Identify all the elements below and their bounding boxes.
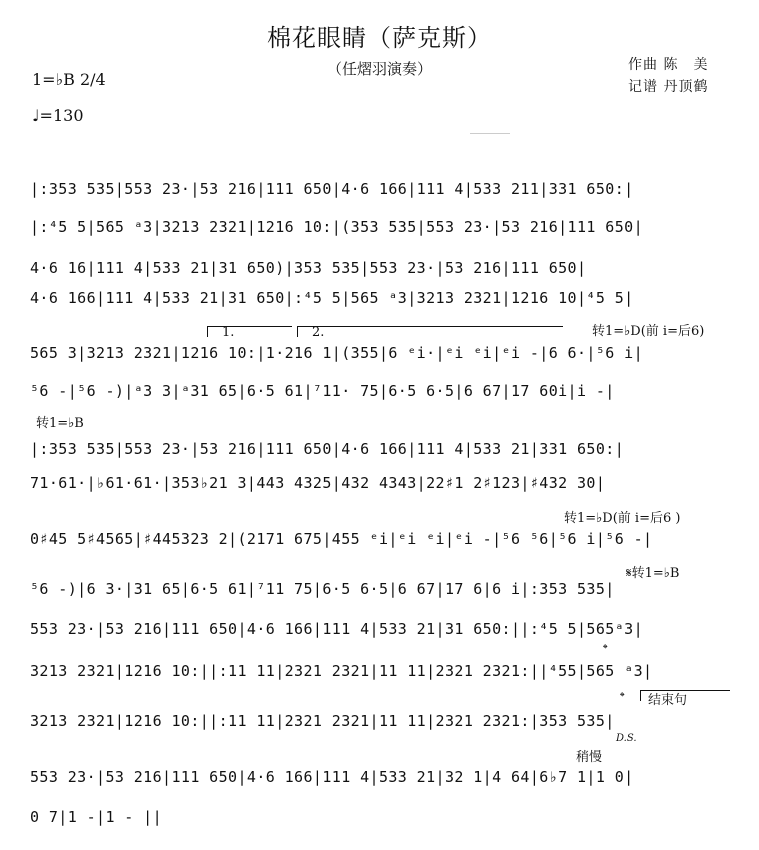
score-line-15: 0 7|1 -|1 - || xyxy=(30,808,163,826)
coda-sign-2: 𝄌 xyxy=(620,690,625,705)
modulation-to-b: 转1=♭B xyxy=(36,416,84,431)
credits xyxy=(628,54,708,98)
modulation-to-d-2: 转1=♭D(前 i=后6 ) xyxy=(564,511,681,526)
tempo-marking: ♩=130 xyxy=(32,106,84,125)
score-line-7: |:353 535|553 23·|53 216|111 650|4·6 166|111 4|533 21|331 650:| xyxy=(30,440,625,458)
score-line-4: 4·6 166|111 4|533 21|31 650|:⁴5 5|565 ᵃ3|3213 2321|1216 10|⁴5 5| xyxy=(30,289,634,307)
page-subtitle: （任熠羽演奏） xyxy=(326,60,432,78)
score-line-12: 3213 2321|1216 10:||:11 11|2321 2321|11 11|2321 2321:||⁴55|565 ᵃ3| xyxy=(30,662,653,680)
volta-bracket-1 xyxy=(207,326,292,337)
score-line-5: 565 3|3213 2321|1216 10:|1·216 1|(355|6 ᵉi·|ᵉi ᵉi|ᵉi -|6 6·|⁵6 i| xyxy=(30,344,643,362)
volta-bracket-2 xyxy=(297,326,563,337)
score-line-9: 0♯45 5♯4565|♯445323 2|(2171 675|455 ᵉi|ᵉi ᵉi|ᵉi -|⁵6 ⁵6|⁵6 i|⁵6 -| xyxy=(30,530,653,548)
modulation-to-d: 转1=♭D(前 i=后6) xyxy=(592,324,705,339)
coda-sign: 𝄌 xyxy=(603,642,608,657)
volta-1-label: 1. xyxy=(222,325,235,340)
score-line-8: 71·61·|♭61·61·|353♭21 3|443 4325|432 4343|22♯1 2♯123|♯432 30| xyxy=(30,474,606,492)
segno-modulation: 𝄋转1=♭B xyxy=(626,566,680,581)
composer-credit: 作曲 陈 美 xyxy=(628,57,709,73)
ds-marking: D.S. xyxy=(616,733,637,744)
ending-label: 结束句 xyxy=(648,693,688,708)
transcriber-credit: 记谱 丹顶鹤 xyxy=(628,79,709,95)
score-line-11: 553 23·|53 216|111 650|4·6 166|111 4|533 21|31 650:||:⁴5 5|565ᵃ3| xyxy=(30,620,643,638)
score-line-14: 553 23·|53 216|111 650|4·6 166|111 4|533 21|32 1|4 64|6♭7 1|1 0| xyxy=(30,768,634,786)
score-line-3: 4·6 16|111 4|533 21|31 650)|353 535|553 23·|53 216|111 650| xyxy=(30,259,587,277)
tempo-change-slower: 稍慢 xyxy=(576,750,603,765)
score-line-6: ⁵6 -|⁵6 -)|ᵃ3 3|ᵃ31 65|6·5 61|⁷11· 75|6·5 6·5|6 67|17 60i|i -| xyxy=(30,382,615,400)
score-line-10: ⁵6 -)|6 3·|31 65|6·5 61|⁷11 75|6·5 6·5|6 67|17 6|6 i|:353 535| xyxy=(30,580,615,598)
page-title: 棉花眼睛（萨克斯） xyxy=(267,24,492,52)
score-line-2: |:⁴5 5|565 ᵃ3|3213 2321|1216 10:|(353 535|553 23·|53 216|111 650| xyxy=(30,218,643,236)
score-line-1: |:353 535|553 23·|53 216|111 650|4·6 166|111 4|533 211|331 650:| xyxy=(30,180,634,198)
volta-2-label: 2. xyxy=(312,325,325,340)
key-signature: 1=♭B 2/4 xyxy=(32,70,106,89)
score-line-13: 3213 2321|1216 10:||:11 11|2321 2321|11 11|2321 2321:|353 535| xyxy=(30,712,615,730)
